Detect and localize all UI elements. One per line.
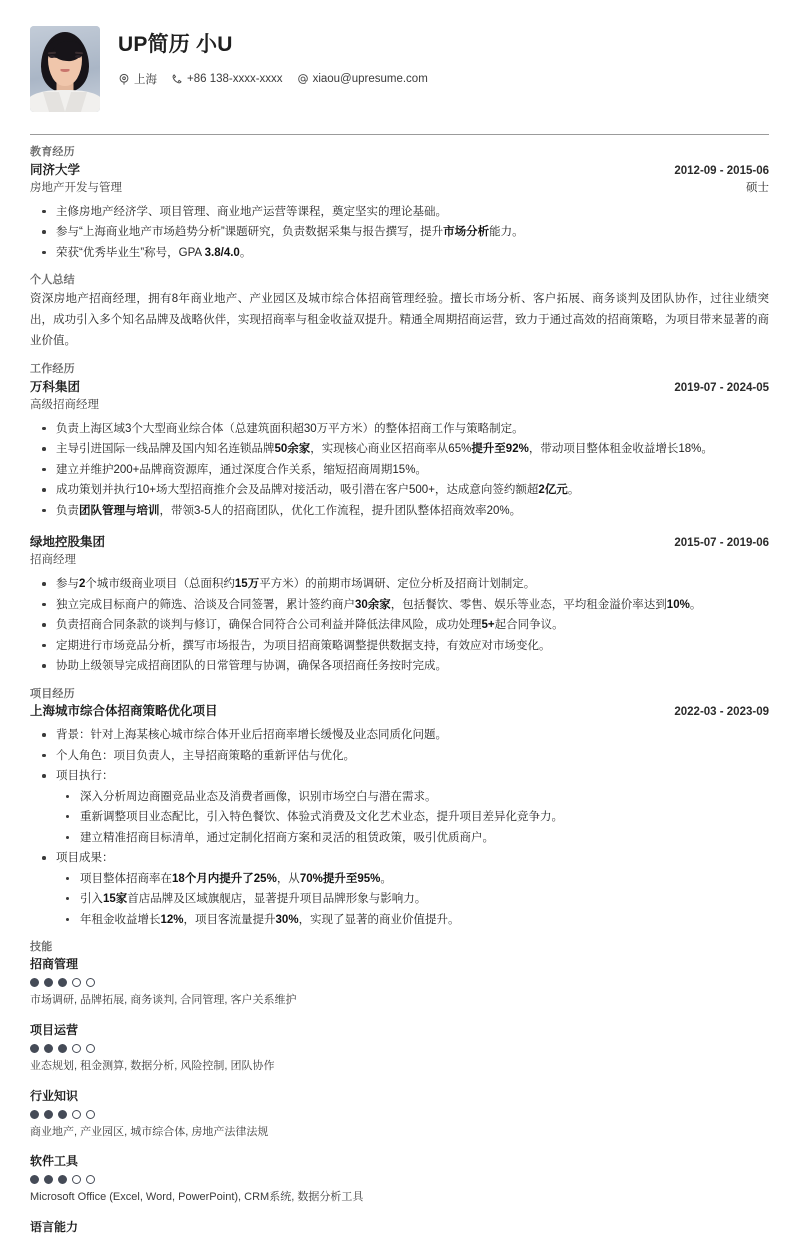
section-skills [30,930,769,1236]
bullet-item: 独立完成目标商户的筛选、洽谈及合同签署，累计签约商户30余家，包括餐饮、零售、娱乐等业态，平均租金溢价率达到10%。 [30,595,769,615]
bullet-item: 负责上海区域3个大型商业综合体（总建筑面积超30万平方米）的整体招商工作与策略制定。 [30,419,769,439]
rating-dot-empty [72,978,81,987]
skill-name: 项目运营 [30,1023,79,1038]
rating-dot-filled [58,1044,67,1053]
skill-rating [30,978,769,987]
bullet-item: 负责招商合同条款的谈判与修订，确保合同符合公司利益并降低法律风险，成功处理5+起合同争议。 [30,615,769,635]
bullet-item: 主导引进国际一线品牌及国内知名连锁品牌50余家，实现核心商业区招商率从65%提升至92%，带动项目整体租金收益增长18%。 [30,439,769,459]
section-label-work: 工作经历 [30,363,75,376]
section-projects [30,677,769,930]
skill-rating [30,1110,769,1119]
rating-dot-filled [58,1175,67,1184]
bullet-sublist [30,869,769,930]
bullet-sublist [30,787,769,848]
rating-dot-empty [72,1175,81,1184]
rating-dot-empty [72,1110,81,1119]
avatar [30,26,100,112]
skill-block [30,1218,769,1236]
bullet-item: 项目执行： [30,766,769,786]
phone-icon [171,73,183,85]
summary-text: 资深房地产招商经理，拥有8年商业地产、产业园区及城市综合体招商管理经验。擅长市场分析、客户拓展、商务谈判及团队协作，过往业绩突出，成功引入多个知名品牌及战略伙伴，实现招商率与租金收益双提升。精通全周期招商运营，致力于通过高效的招商策略，为项目带来显著的商业价值。 [30,293,769,348]
section-education [30,135,769,263]
skill-name: 招商管理 [30,957,79,972]
bullet-subitem: 重新调整项目业态配比，引入特色餐饮、体验式消费及文化艺术业态，提升项目差异化竞争力。 [30,807,769,827]
contact-email-text: xiaou@upresume.com [312,73,428,86]
bullet-subitem: 引入15家首店品牌及区域旗舰店，显著提升项目品牌形象与影响力。 [30,889,769,909]
work-entry [30,533,769,676]
project-name: 上海城市综合体招商策略优化项目 [30,704,218,719]
education-entry [30,161,769,263]
portrait-illustration [30,26,100,112]
skill-name: 软件工具 [30,1154,79,1169]
bullet-subitem: 深入分析周边商圈竞品业态及消费者画像，识别市场空白与潜在需求。 [30,787,769,807]
rating-dot-filled [30,1110,39,1119]
bullet-item: 参与“上海商业地产市场趋势分析”课题研究，负责数据采集与报告撰写，提升市场分析能力。 [30,222,769,242]
at-email-icon [297,73,309,85]
bullet-subitem: 建立精准招商目标清单，通过定制化招商方案和灵活的租赁政策，吸引优质商户。 [30,828,769,848]
resume-header [30,26,769,134]
bullet-item: 背景：针对上海某核心城市综合体开业后招商率增长缓慢及业态同质化问题。 [30,725,769,745]
bullet-subitem: 项目整体招商率在18个月内提升了25%，从70%提升至95%。 [30,869,769,889]
contact-phone [171,73,283,85]
work-company: 绿地控股集团 [30,535,106,550]
work-date: 2015-07 - 2019-06 [674,537,769,550]
bullet-item: 定期进行市场竞品分析，撰写市场报告，为项目招商策略调整提供数据支持，有效应对市场变化。 [30,636,769,656]
contact-location [118,71,157,87]
skill-detail: 市场调研, 品牌拓展, 商务谈判, 合同管理, 客户关系维护 [30,994,297,1007]
work-bullets [30,574,769,676]
bullet-item: 主修房地产经济学、项目管理、商业地产运营等课程，奠定坚实的理论基础。 [30,202,769,222]
rating-dot-filled [58,978,67,987]
bullet-item: 项目成果： [30,848,769,868]
section-summary [30,263,769,352]
bullet-item: 成功策划并执行10+场大型招商推介会及品牌对接活动，吸引潜在客户500+，达成意向签约额超2亿元。 [30,480,769,500]
contact-row [118,71,437,87]
rating-dot-empty [72,1044,81,1053]
contact-email [297,73,428,85]
work-bullets [30,419,769,521]
section-label-summary: 个人总结 [30,273,75,286]
header-text-block [118,26,437,87]
skill-name: 行业知识 [30,1088,79,1103]
work-title: 高级招商经理 [30,398,99,411]
project-date: 2022-03 - 2023-09 [674,706,769,719]
section-label-skills: 技能 [30,940,53,953]
work-company: 万科集团 [30,379,81,394]
section-label-education: 教育经历 [30,146,75,158]
education-bullets [30,202,769,263]
rating-dot-empty [86,1110,95,1119]
contact-phone-text: +86 138-xxxx-xxxx [187,73,283,86]
skill-rating [30,1175,769,1184]
rating-dot-empty [86,1044,95,1053]
project-entry [30,702,769,930]
page-title: UP简历 小U [118,33,233,56]
bullet-item: 建立并维护200+品牌商资源库，通过深度合作关系，缩短招商周期15%。 [30,460,769,480]
section-work [30,352,769,676]
bullet-item: 参与2个城市级商业项目（总面积约15万平方米）的前期市场调研、定位分析及招商计划制定。 [30,574,769,594]
education-degree: 硕士 [746,181,769,194]
section-label-projects: 项目经历 [30,687,75,700]
skill-block [30,1021,769,1076]
education-org: 同济大学 [30,162,81,177]
rating-dot-filled [30,1175,39,1184]
work-date: 2019-07 - 2024-05 [674,381,769,394]
rating-dot-filled [44,1110,53,1119]
bullet-item: 荣获“优秀毕业生”称号，GPA 3.8/4.0。 [30,243,769,263]
project-bullets [30,725,769,930]
rating-dot-filled [30,1044,39,1053]
rating-dot-empty [86,978,95,987]
skill-detail: 业态规划, 租金测算, 数据分析, 风险控制, 团队协作 [30,1060,275,1073]
education-major: 房地产开发与管理 [30,181,122,194]
bullet-subitem: 年租金收益增长12%，项目客流量提升30%，实现了显著的商业价值提升。 [30,910,769,930]
rating-dot-filled [44,1175,53,1184]
rating-dot-filled [30,978,39,987]
bullet-item: 负责团队管理与培训，带领3-5人的招商团队，优化工作流程，提升团队整体招商效率20%。 [30,501,769,521]
work-title: 招商经理 [30,554,76,567]
location-pin-icon [118,73,130,85]
work-entry [30,378,769,521]
rating-dot-filled [44,1044,53,1053]
contact-location-text: 上海 [134,74,157,87]
skill-name: 语言能力 [30,1219,79,1234]
skill-rating [30,1044,769,1053]
rating-dot-empty [86,1175,95,1184]
bullet-item: 个人角色：项目负责人，主导招商策略的重新评估与优化。 [30,746,769,766]
skill-detail: 商业地产, 产业园区, 城市综合体, 房地产法律法规 [30,1125,269,1138]
skill-detail: Microsoft Office (Excel, Word, PowerPoint), CRM系统, 数据分析工具 [30,1191,364,1204]
skill-block [30,1087,769,1142]
skill-block [30,955,769,1010]
rating-dot-filled [44,978,53,987]
education-date: 2012-09 - 2015-06 [674,164,769,177]
skills-list [30,955,769,1235]
rating-dot-filled [58,1110,67,1119]
bullet-item: 协助上级领导完成招商团队的日常管理与协调，确保各项招商任务按时完成。 [30,656,769,676]
skill-block [30,1152,769,1207]
